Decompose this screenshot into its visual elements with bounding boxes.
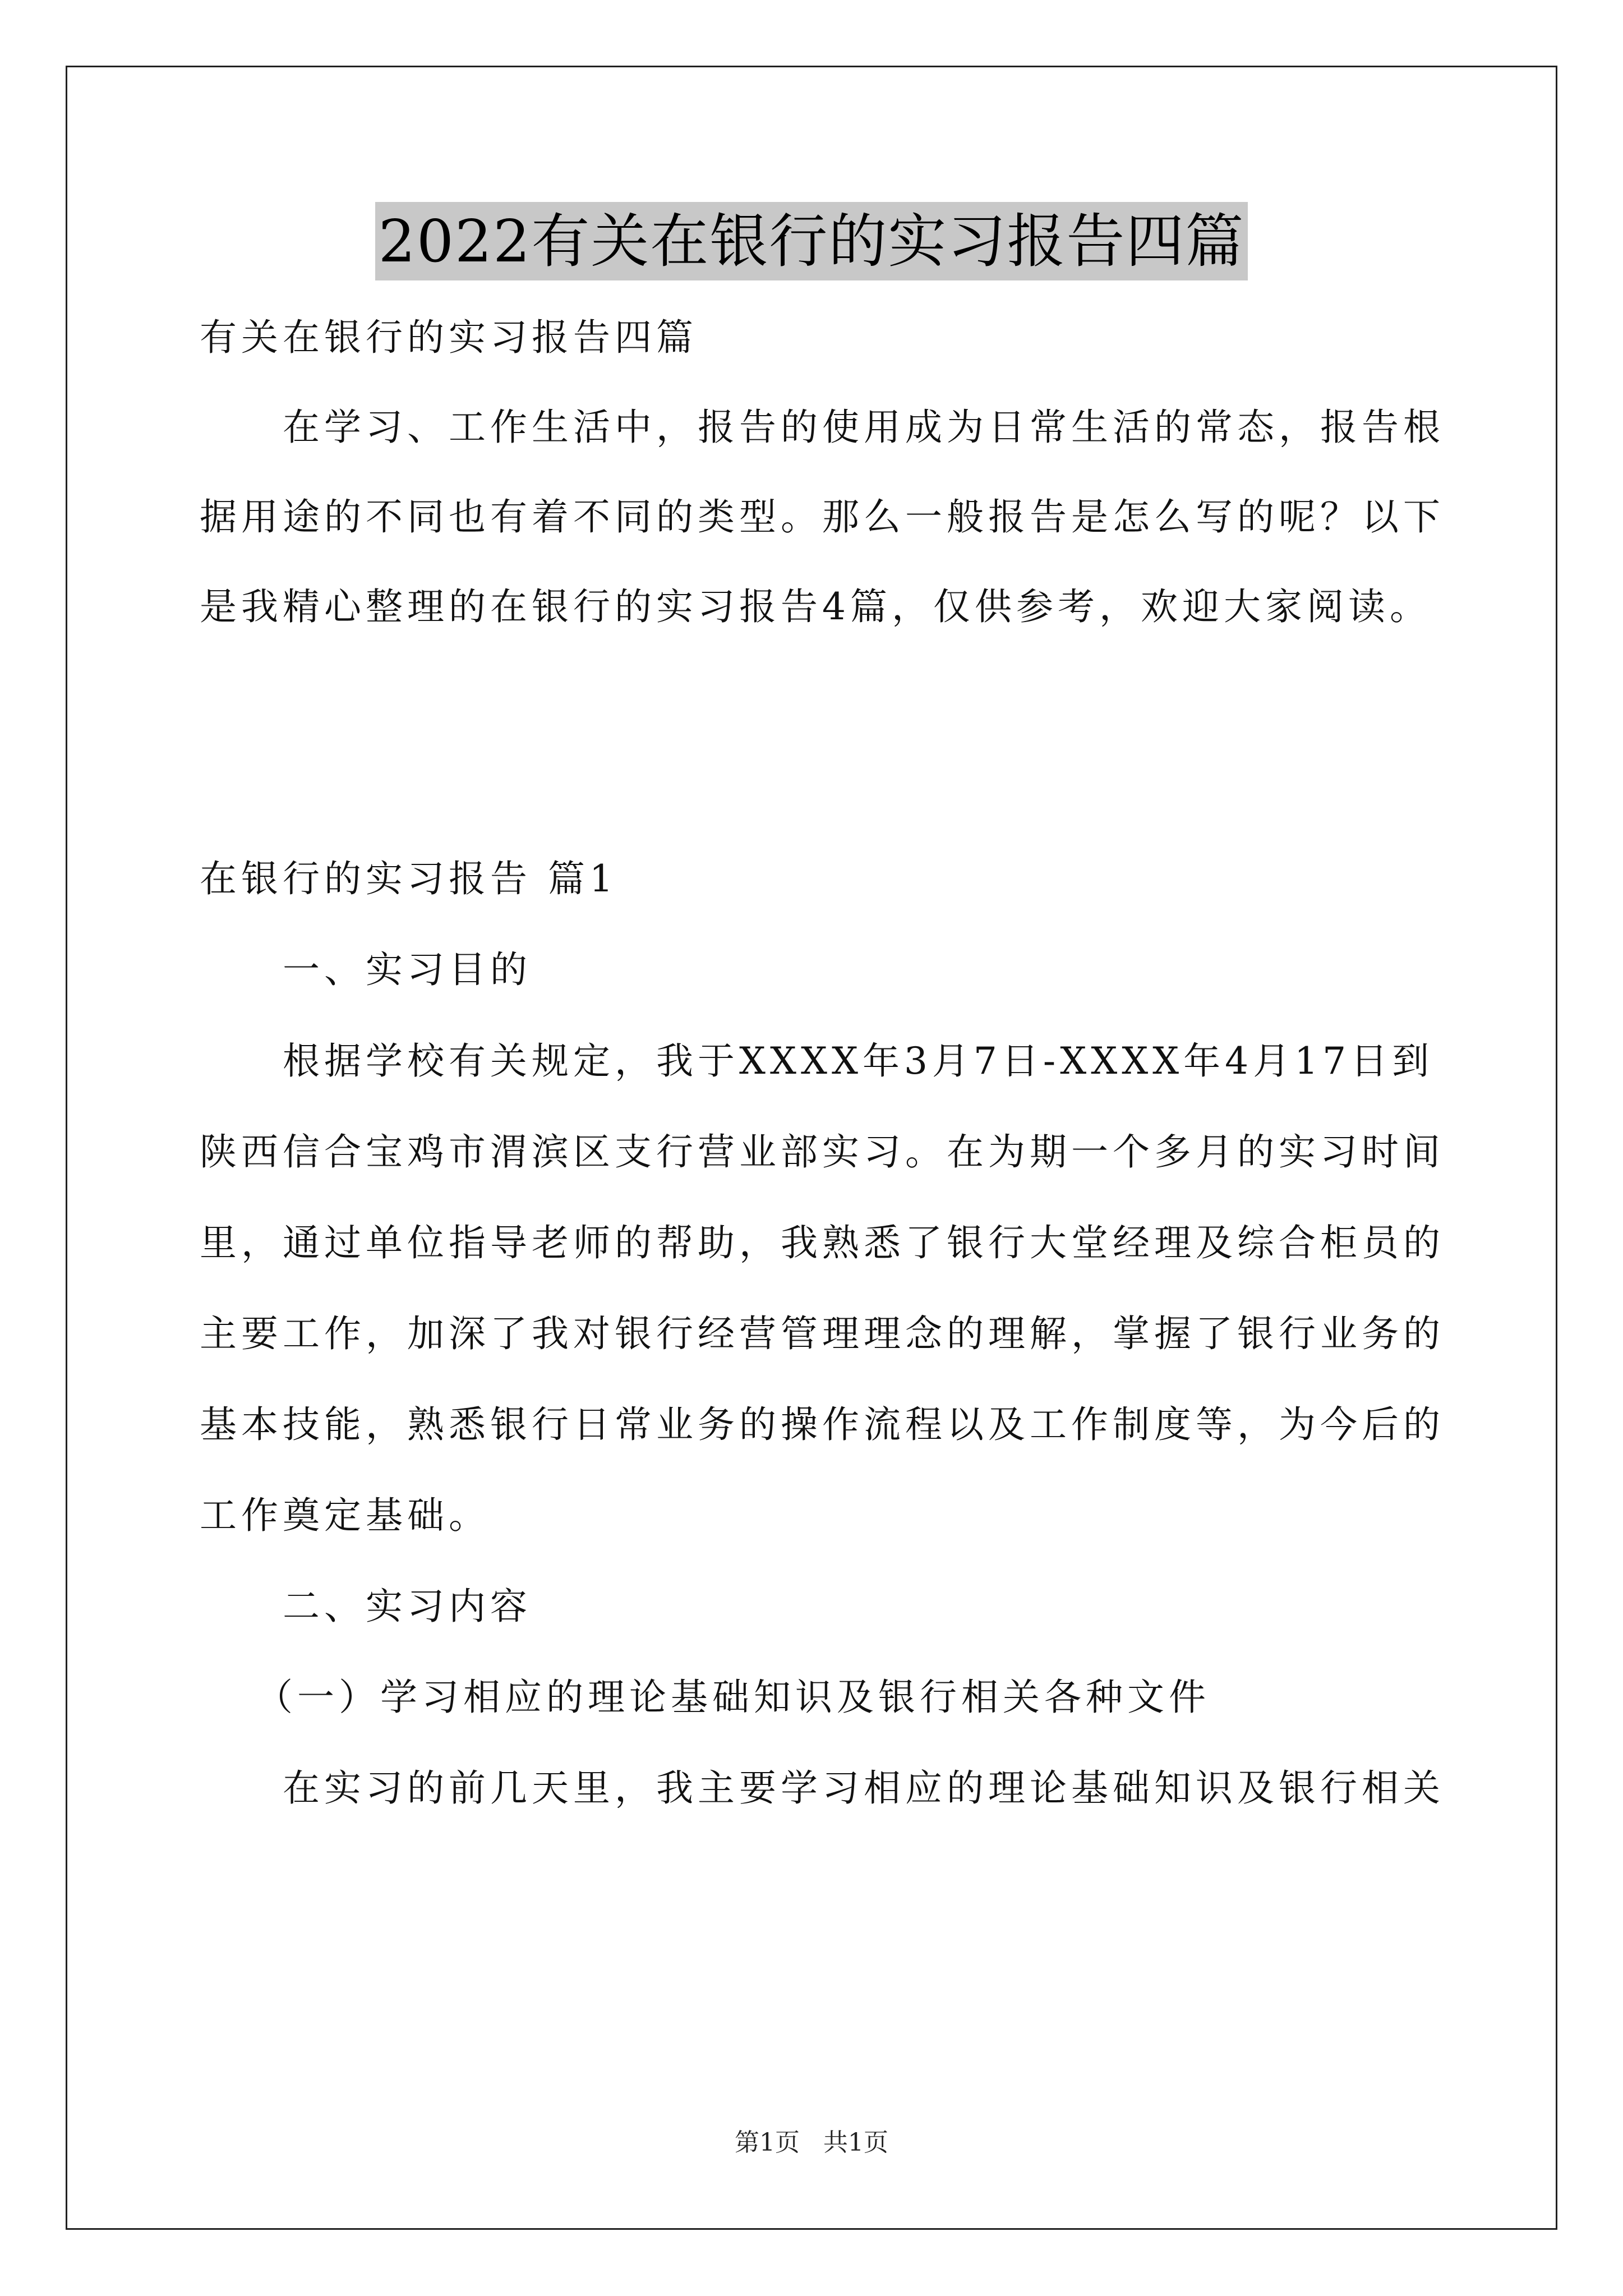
- intro-line-2: 据用途的不同也有着不同的类型。那么一般报告是怎么写的呢？以下: [200, 495, 1445, 539]
- heading-content: 二、实习内容: [283, 1585, 532, 1628]
- purpose-line-2: 陕西信合宝鸡市渭滨区支行营业部实习。在为期一个多月的实习时间: [200, 1130, 1445, 1174]
- intro-line-3: 是我精心整理的在银行的实习报告4篇，仅供参考，欢迎大家阅读。: [200, 585, 1431, 628]
- purpose-line-5: 基本技能，熟悉银行日常业务的操作流程以及工作制度等，为今后的: [200, 1403, 1445, 1446]
- purpose-line-4: 主要工作，加深了我对银行经营管理理念的理解，掌握了银行业务的: [200, 1312, 1445, 1355]
- heading-purpose: 一、实习目的: [283, 948, 532, 991]
- content-line-1: 在实习的前几天里，我主要学习相应的理论基础知识及银行相关: [283, 1766, 1445, 1810]
- purpose-line-1: 根据学校有关规定，我于XXXX年3月7日-XXXX年4月17日到: [283, 1039, 1434, 1083]
- purpose-line-6: 工作奠定基础。: [200, 1494, 490, 1537]
- purpose-line-3: 里，通过单位指导老师的帮助，我熟悉了银行大堂经理及综合柜员的: [200, 1221, 1445, 1264]
- title-container: [0, 202, 1623, 280]
- document-title: 2022有关在银行的实习报告四篇: [375, 202, 1248, 280]
- section-heading: 在银行的实习报告 篇1: [200, 857, 617, 900]
- intro-line-1: 在学习、工作生活中，报告的使用成为日常生活的常态，报告根: [283, 406, 1445, 449]
- document-subtitle: 有关在银行的实习报告四篇: [200, 316, 698, 359]
- page-footer: 第1页 共1页: [735, 2128, 888, 2157]
- subheading-1: （一）学习相应的理论基础知识及银行相关各种文件: [256, 1676, 1210, 1719]
